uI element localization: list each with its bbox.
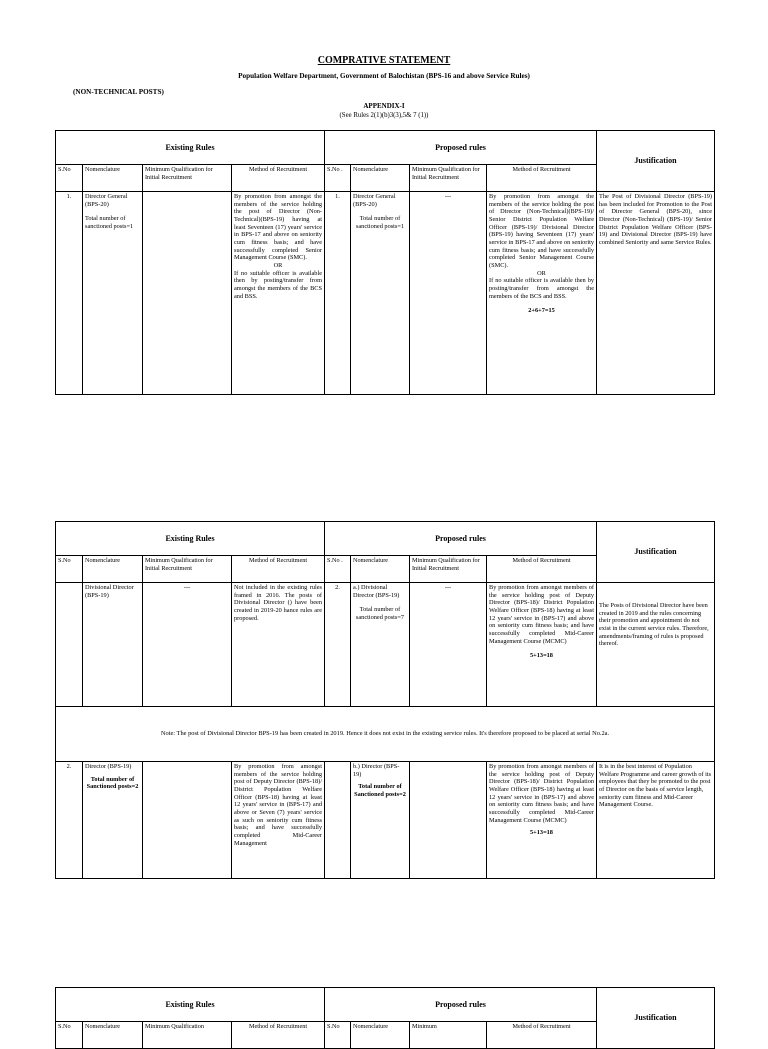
post-category: (NON-TECHNICAL POSTS) bbox=[73, 88, 164, 96]
note-row bbox=[56, 707, 715, 762]
col-nomenclature: Nomenclature bbox=[83, 165, 143, 192]
document-subtitle: Population Welfare Department, Government of Balochistan (BPS-16 and above Service Rules) bbox=[238, 72, 530, 80]
row-method: By promotion from amongst members of the service holding post of Deputy Director (BPS-18)/ District Population Welfare Officer (BPS-18) having at least 12 years' service in (BPS-17) and above or Seven (7) years' service as such on seniority cum fitness basis; and have successfully completed Mid-Career Management bbox=[232, 762, 325, 879]
justification-header: Justification bbox=[597, 131, 715, 192]
col-min-qualification: Minimum Qualification bbox=[143, 1022, 232, 1049]
col-sno: S.No bbox=[56, 556, 83, 583]
row-sno: 1. bbox=[56, 192, 83, 395]
col-method: Method of Recruitment bbox=[232, 556, 325, 583]
row-sno-proposed bbox=[325, 762, 351, 879]
col-method-proposed: Method of Recruitment bbox=[487, 1022, 597, 1049]
row-min-qualification-proposed: --- bbox=[410, 192, 487, 395]
post-total: 5+13=18 bbox=[530, 652, 553, 660]
post-name: Director General (BPS-20) bbox=[85, 193, 128, 208]
row-nomenclature-proposed bbox=[351, 583, 410, 707]
sanctioned-posts: Total number of sanctioned posts=1 bbox=[355, 215, 405, 231]
row-min-qualification: --- bbox=[143, 583, 232, 707]
col-nomenclature-proposed: Nomenclature bbox=[351, 1022, 410, 1049]
method-text: By promotion from amongst the members of the service holding the post of Director (Non-Technical)(BPS-19)/ Senior District Population Welfare Officer (BPS-19)/ Divisional Director (BPS-19) having Seventeen (17) years' service in BPS-17 and above on seniority cum fitness basis; and have successfully completed Senior Management Course (SMC). bbox=[489, 193, 594, 270]
proposed-rules-header: Proposed rules bbox=[325, 131, 597, 165]
col-nomenclature-proposed: Nomenclature bbox=[351, 165, 410, 192]
method-text: By promotion from amongst members of the service holding post of Deputy Director (BPS-18)/ District Population Welfare Officer (BPS-18) having at least 12 years' service in (BPS-17) and above on seniority cum fitness basis; and have successfully completed Mid-Career Management Course (MCMC) bbox=[489, 763, 594, 824]
col-min-qualification: Minimum Qualification for Initial Recruitment bbox=[143, 165, 232, 192]
row-sno bbox=[56, 583, 83, 707]
row-nomenclature: Divisional Director (BPS-19) bbox=[83, 583, 143, 707]
sanctioned-posts: Total number of Sanctioned posts=2 bbox=[86, 775, 139, 791]
comparison-table-2 bbox=[55, 521, 715, 879]
method-or: OR bbox=[537, 269, 546, 277]
table-row bbox=[56, 192, 715, 395]
row-method-proposed bbox=[487, 762, 597, 879]
row-method: Not included in the existing rules framed in 2016. The posts of Divisional Director () have been created in 2019-20 hance rules are proposed. bbox=[232, 583, 325, 707]
sanctioned-posts: Total number of sanctioned posts=1 bbox=[85, 215, 134, 231]
sanctioned-posts: Total number of sanctioned posts=7 bbox=[355, 606, 405, 622]
method-alternative: If no suitable officer is available then by posting/transfer from amongst the members of the BCS and BSS. bbox=[234, 269, 322, 300]
existing-rules-header: Existing Rules bbox=[56, 131, 325, 165]
document-title: COMPRATIVE STATEMENT bbox=[317, 55, 451, 66]
col-method-proposed: Method of Recruitment bbox=[487, 556, 597, 583]
col-method: Method of Recruitment bbox=[232, 165, 325, 192]
row-sno: 2. bbox=[56, 762, 83, 879]
col-nomenclature: Nomenclature bbox=[83, 1022, 143, 1049]
post-name: Director General (BPS-20) bbox=[353, 193, 396, 208]
row-min-qualification-proposed bbox=[410, 762, 487, 879]
post-name: Director (BPS-19) bbox=[85, 763, 132, 770]
col-nomenclature: Nomenclature bbox=[83, 556, 143, 583]
row-min-qualification bbox=[143, 762, 232, 879]
method-text: By promotion from amongst the members of the service holding the post of Director (Non-Technical)(BPS-19) having at least Seventeen (17) years' service in BPS-17 and above on seniority cum fitness basis; and have successfully completed Senior Management Course (SMC). bbox=[234, 193, 322, 262]
table-row bbox=[56, 762, 715, 879]
method-or: OR bbox=[273, 262, 283, 270]
row-justification: The Post of Divisional Director (BPS-19) has been included for Promotion to the Post of Director General (BPS-20), since Director (Non-Technical) (BPS-19)/ Senior District Population Welfare Officer (BPS-19) and Divisional Director (BPS-19) have combined Seniority and same Service Rules. bbox=[597, 192, 715, 395]
method-text: By promotion from amongst members of the service holding post of Deputy Director (BPS-18)/ District Population Welfare Officer (BPS-18) having at least 12 years' service in (BPS-17) and above on seniority cum fitness basis; and have successfully completed Mid-Career Management Course (MCMC) bbox=[489, 584, 594, 645]
col-sno-proposed: S.No . bbox=[325, 165, 351, 192]
post-total: 5+13=18 bbox=[530, 829, 553, 837]
row-nomenclature bbox=[83, 192, 143, 395]
col-min-qualification-proposed: Minimum bbox=[410, 1022, 487, 1049]
existing-rules-header: Existing Rules bbox=[56, 988, 325, 1022]
justification-text: The Posts of Divisional Director have been created in 2019 and the rules concerning their promotion and appointment do not exist in the current service rules. Therefore, amendments/framing of rules is proposed thereof. bbox=[599, 602, 709, 648]
col-min-qualification: Minimum Qualification for Initial Recruitment bbox=[143, 556, 232, 583]
row-sno-proposed: 1. bbox=[325, 192, 351, 395]
row-min-qualification-proposed: --- bbox=[410, 583, 487, 707]
justification-header: Justification bbox=[597, 522, 715, 583]
row-nomenclature-proposed bbox=[351, 192, 410, 395]
row-method-proposed bbox=[487, 192, 597, 395]
col-nomenclature-proposed: Nomenclature bbox=[351, 556, 410, 583]
post-name: b.) Director (BPS-19) bbox=[353, 763, 400, 778]
row-nomenclature-proposed bbox=[351, 762, 410, 879]
table-note: Note: The post of Divisional Director BPS-19 has been created in 2019. Hence it does not exist in the existing service rules. It's therefore proposed to be placed at serial No.2a. bbox=[56, 707, 715, 762]
col-sno-proposed: S.No . bbox=[325, 556, 351, 583]
row-sno-proposed: 2. bbox=[325, 583, 351, 707]
col-sno-proposed: S.No bbox=[325, 1022, 351, 1049]
row-min-qualification bbox=[143, 192, 232, 395]
col-sno: S.No bbox=[56, 165, 83, 192]
method-alternative: If no suitable officer is available then by posting/transfer from amongst the members of the BCS and BSS. bbox=[489, 277, 594, 300]
comparison-table-1 bbox=[55, 130, 715, 395]
existing-rules-header: Existing Rules bbox=[56, 522, 325, 556]
row-method bbox=[232, 192, 325, 395]
comparison-table-3 bbox=[55, 987, 715, 1049]
row-justification bbox=[597, 583, 715, 707]
col-min-qualification-proposed: Minimum Qualification for Initial Recruitment bbox=[410, 556, 487, 583]
row-nomenclature bbox=[83, 762, 143, 879]
col-sno: S.No bbox=[56, 1022, 83, 1049]
col-method: Method of Recruitment bbox=[232, 1022, 325, 1049]
sanctioned-posts: Total number of Sanctioned posts=2 bbox=[354, 783, 406, 799]
post-total: 2+6+7=15 bbox=[528, 307, 555, 315]
proposed-rules-header: Proposed rules bbox=[325, 522, 597, 556]
justification-header: Justification bbox=[597, 988, 715, 1049]
proposed-rules-header: Proposed rules bbox=[325, 988, 597, 1022]
row-method-proposed bbox=[487, 583, 597, 707]
post-name: a.) Divisional Director (BPS-19) bbox=[353, 584, 400, 599]
col-method-proposed: Method of Recruitment bbox=[487, 165, 597, 192]
row-justification: It is in the best interest of Population Welfare Programme and career growth of its employees that they be promoted to the post of Director on the basis of service length, seniority cum fitness and Mid-Career Management Course. bbox=[597, 762, 715, 879]
appendix-reference: (See Rules 2(1)(b)3(3),5& 7 (1)) bbox=[339, 112, 429, 119]
col-min-qualification-proposed: Minimum Qualification for Initial Recruitment bbox=[410, 165, 487, 192]
table-row bbox=[56, 583, 715, 707]
appendix-label: APPENDIX-I bbox=[363, 102, 405, 110]
